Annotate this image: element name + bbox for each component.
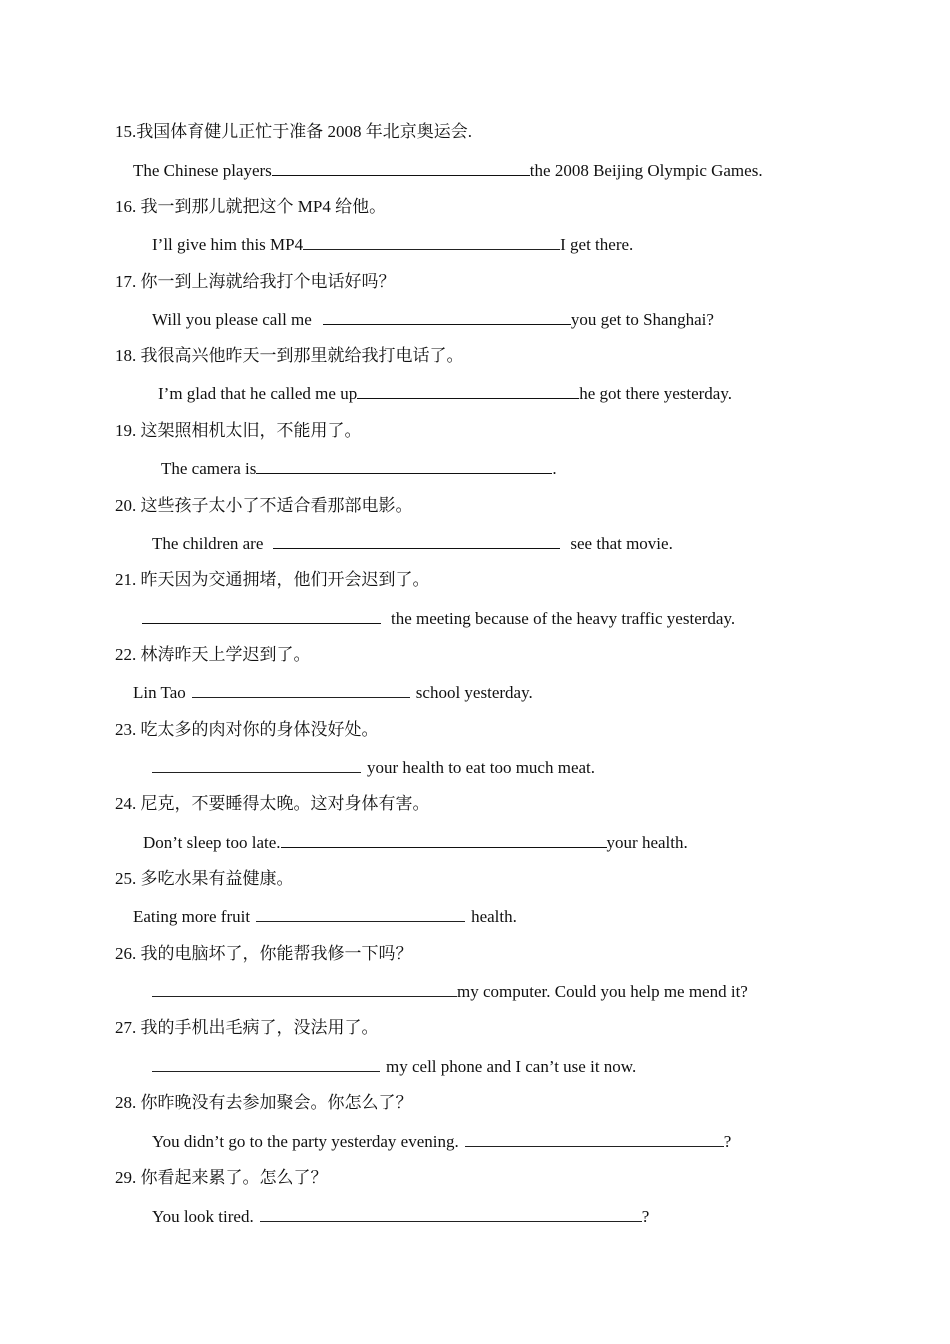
question-15-sentence [133, 160, 763, 181]
answer-blank-26[interactable] [152, 981, 457, 997]
sentence-text-after: . [552, 459, 557, 478]
question-22-sentence [133, 682, 533, 703]
sentence-text-after: see that movie. [570, 534, 673, 553]
sentence-text-after: the meeting because of the heavy traffic yesterday. [391, 609, 736, 628]
sentence-text-after: school yesterday. [415, 683, 533, 702]
sentence-text-before: Eating more fruit [133, 907, 251, 926]
answer-blank-19[interactable] [256, 458, 552, 474]
sentence-text-before: The children are [152, 534, 264, 553]
sentence-text-before: You didn’t go to the party yesterday evening. [152, 1132, 459, 1151]
question-28-sentence [152, 1131, 731, 1152]
question-27-chinese: 27. 我的手机出毛病了，没法用了。 [115, 1018, 379, 1037]
answer-blank-17[interactable] [323, 309, 571, 325]
answer-blank-18[interactable] [357, 383, 579, 399]
question-21-chinese: 21. 昨天因为交通拥堵，他们开会迟到了。 [115, 570, 430, 589]
sentence-text-before: You look tired. [152, 1207, 254, 1226]
answer-blank-28[interactable] [465, 1131, 724, 1147]
sentence-text-before: Will you please call me [152, 310, 312, 329]
sentence-text-before: The Chinese players [133, 161, 272, 180]
question-19-chinese: 19. 这架照相机太旧，不能用了。 [115, 421, 362, 440]
sentence-text-after: my cell phone and I can’t use it now. [386, 1057, 637, 1076]
answer-blank-22[interactable] [192, 682, 410, 698]
question-29-sentence [152, 1206, 649, 1227]
question-23-sentence [152, 757, 595, 778]
sentence-text-before: I’ll give him this MP4 [152, 235, 304, 254]
sentence-text-before: I’m glad that he called me up [158, 384, 358, 403]
question-25-chinese: 25. 多吃水果有益健康。 [115, 869, 294, 888]
answer-blank-21[interactable] [142, 608, 381, 624]
question-20-sentence [152, 533, 673, 554]
question-28-chinese: 28. 你昨晚没有去参加聚会。你怎么了？ [115, 1093, 413, 1112]
question-27-sentence [152, 1056, 636, 1077]
answer-blank-29[interactable] [260, 1206, 642, 1222]
sentence-text-after: my computer. Could you help me mend it? [457, 982, 748, 1001]
question-19-sentence [161, 458, 557, 479]
question-26-sentence [152, 981, 748, 1002]
sentence-text-before: Lin Tao [133, 683, 186, 702]
question-20-chinese: 20. 这些孩子太小了不适合看那部电影。 [115, 496, 413, 515]
question-18-chinese: 18. 我很高兴他昨天一到那里就给我打电话了。 [115, 346, 464, 365]
sentence-text-after: ? [723, 1132, 732, 1151]
question-24-sentence [143, 832, 688, 853]
question-24-chinese: 24. 尼克，不要睡得太晚。这对身体有害。 [115, 794, 430, 813]
question-17-chinese: 17. 你一到上海就给我打个电话好吗？ [115, 272, 396, 291]
sentence-text-after: he got there yesterday. [579, 384, 732, 403]
answer-blank-27[interactable] [152, 1056, 380, 1072]
question-22-chinese: 22. 林涛昨天上学迟到了。 [115, 645, 311, 664]
sentence-text-after: you get to Shanghai? [570, 310, 714, 329]
question-17-sentence [152, 309, 714, 330]
question-18-sentence [158, 383, 732, 404]
question-25-sentence [133, 906, 517, 927]
answer-blank-25[interactable] [256, 906, 465, 922]
question-21-sentence [142, 608, 735, 629]
answer-blank-23[interactable] [152, 757, 361, 773]
question-23-chinese: 23. 吃太多的肉对你的身体没好处。 [115, 720, 379, 739]
question-15-chinese: 15.我国体育健儿正忙于准备 2008 年北京奥运会. [115, 122, 472, 141]
sentence-text-after: I get there. [560, 235, 634, 254]
question-16-chinese: 16. 我一到那儿就把这个 MP4 给他。 [115, 197, 387, 216]
question-29-chinese: 29. 你看起来累了。怎么了？ [115, 1168, 328, 1187]
sentence-text-after: your health to eat too much meat. [367, 758, 596, 777]
sentence-text-before: Don’t sleep too late. [143, 833, 281, 852]
answer-blank-20[interactable] [273, 533, 560, 549]
sentence-text-after: ? [641, 1207, 650, 1226]
answer-blank-16[interactable] [303, 234, 560, 250]
sentence-text-after: the 2008 Beijing Olympic Games. [529, 161, 763, 180]
answer-blank-15[interactable] [272, 160, 530, 176]
question-26-chinese: 26. 我的电脑坏了，你能帮我修一下吗？ [115, 944, 413, 963]
question-16-sentence [152, 234, 633, 255]
sentence-text-before: The camera is [161, 459, 257, 478]
answer-blank-24[interactable] [281, 832, 607, 848]
sentence-text-after: your health. [606, 833, 688, 852]
sentence-text-after: health. [471, 907, 517, 926]
